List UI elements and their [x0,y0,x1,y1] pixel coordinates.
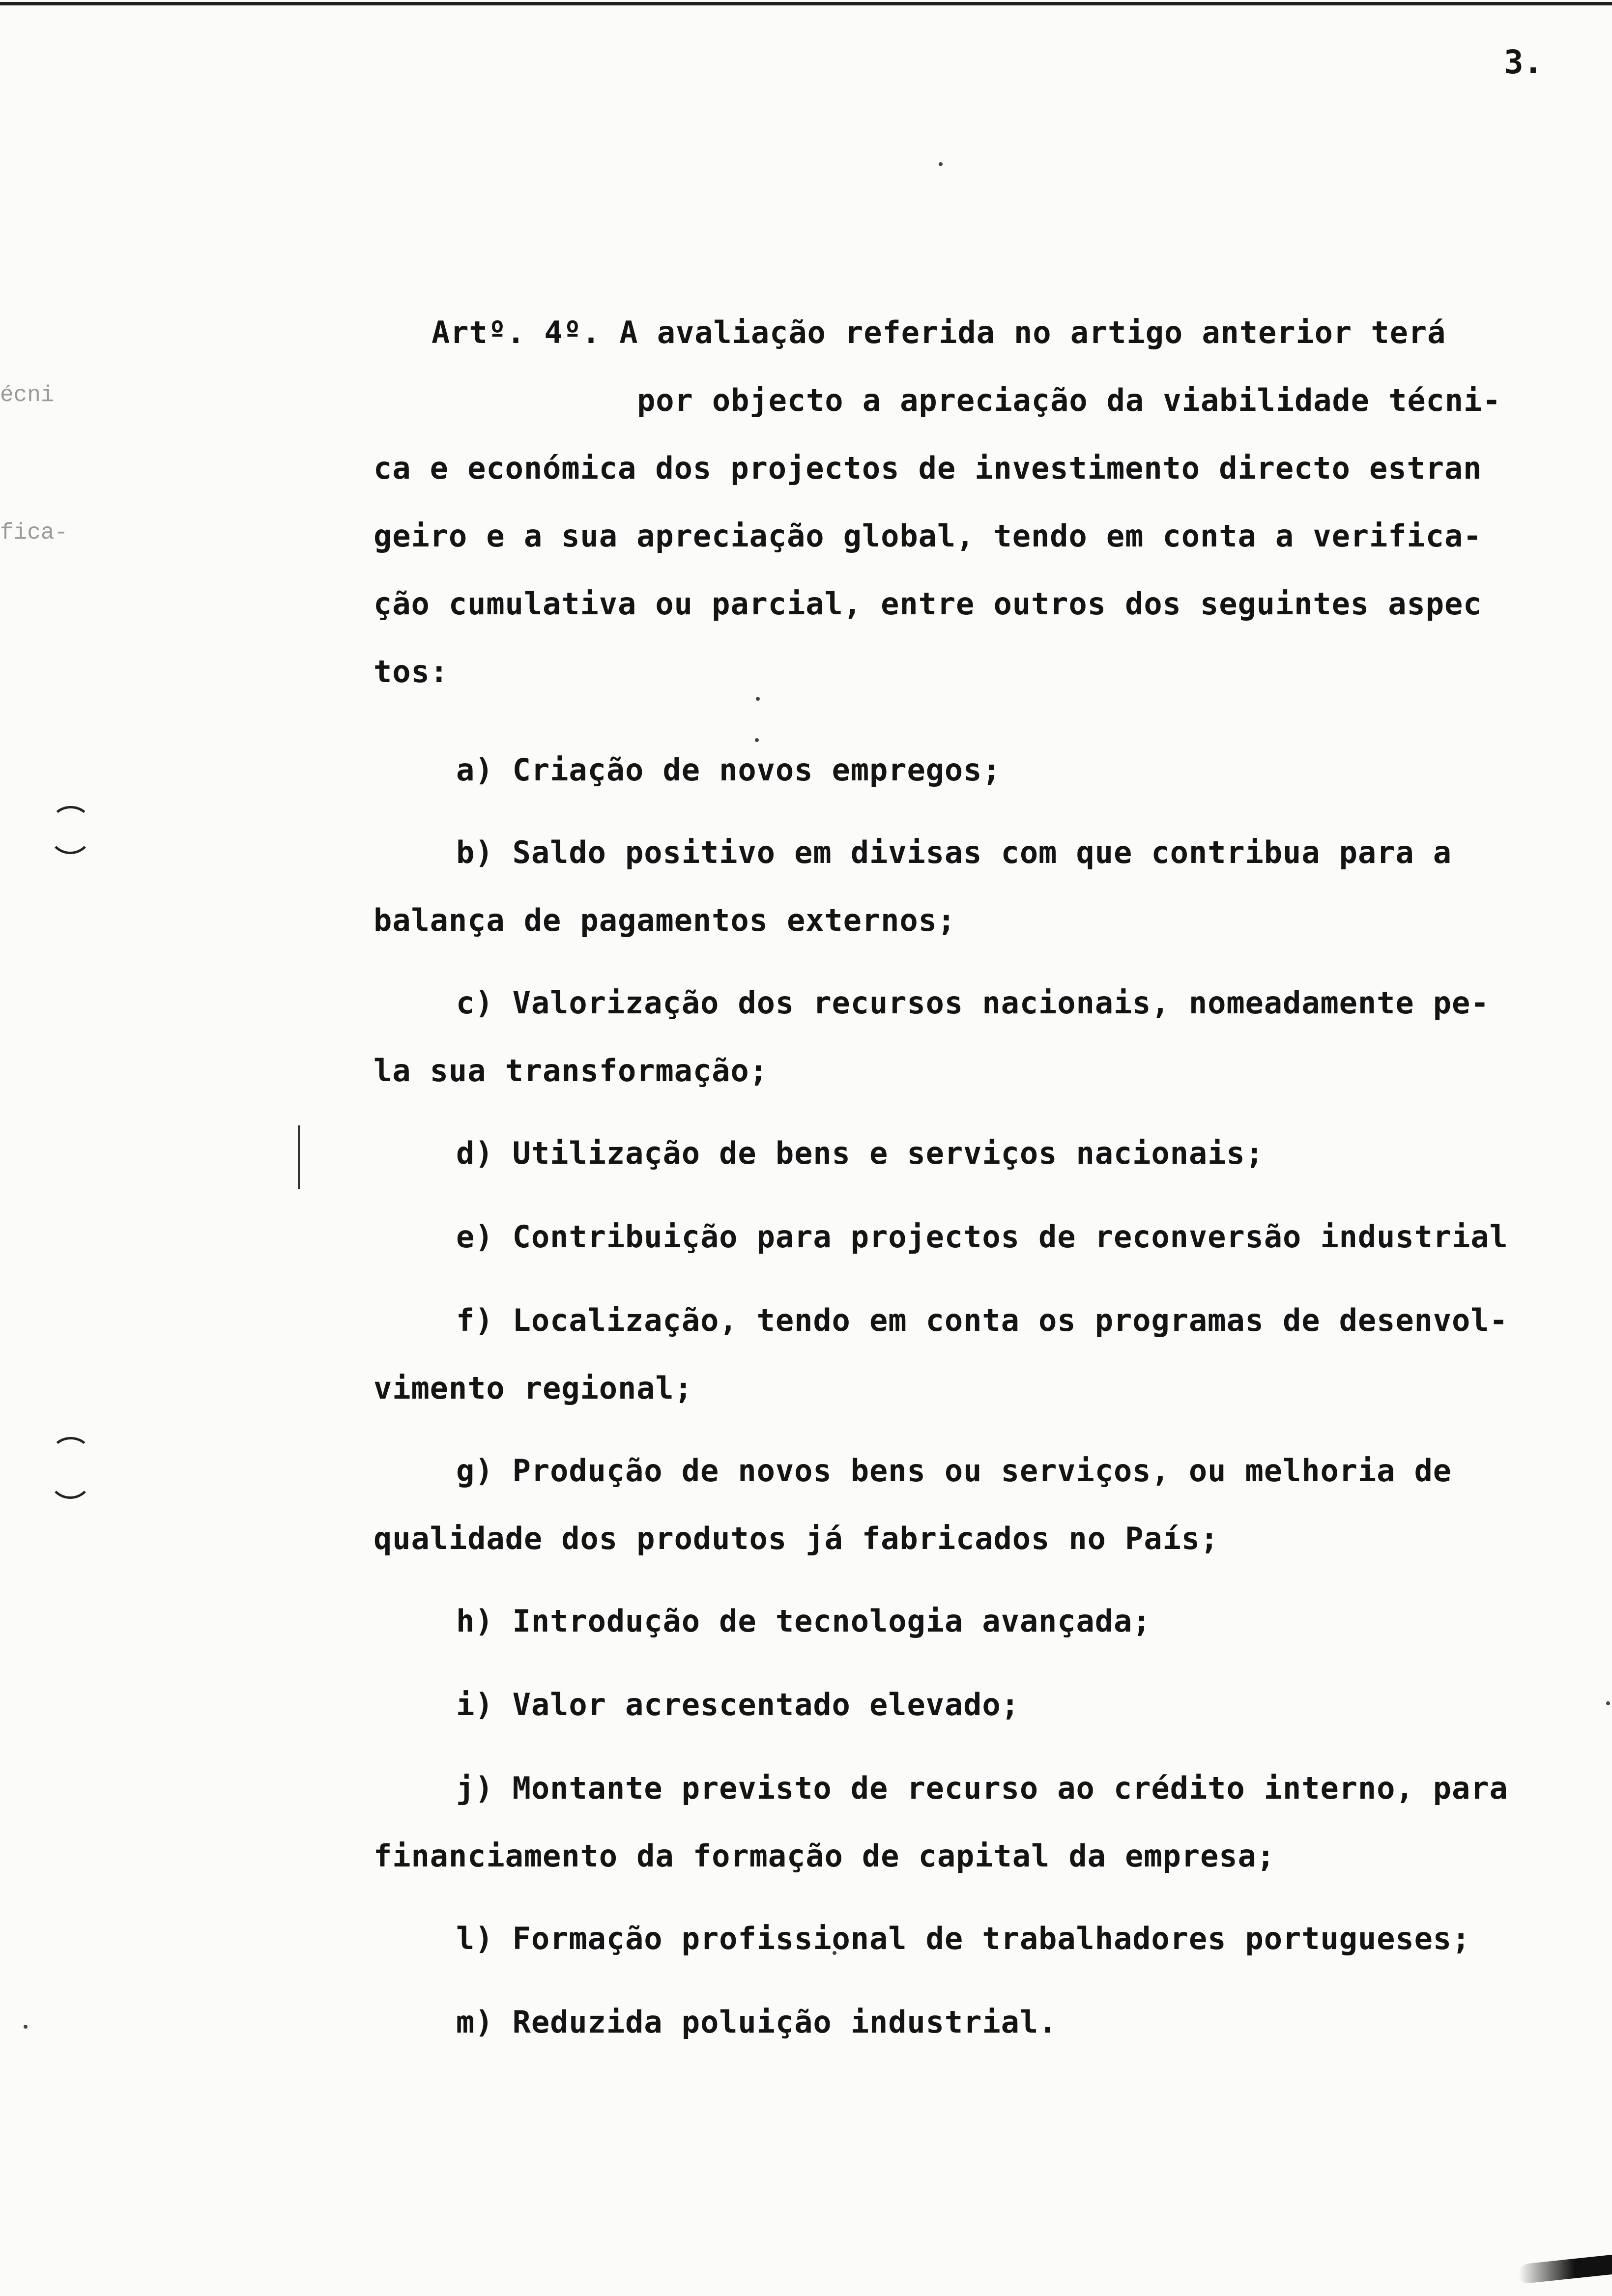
speck [1606,1701,1610,1705]
speck [939,162,943,166]
list-item-i: i) Valor acrescentado elevado; [456,1687,1020,1722]
margin-rule [298,1125,300,1189]
list-item-f: f) Localização, tendo em conta os programas de desenvol- [456,1302,1508,1338]
margin-fragment: fica- [0,520,68,545]
article-line: ção cumulativa ou parcial, entre outros dos seguintes aspec [374,586,1482,622]
speck [24,2025,28,2029]
punch-hole-mark [51,1437,90,1469]
punch-hole-mark [51,806,90,838]
list-item-j-cont: financiamento da formação de capital da empresa; [374,1838,1275,1874]
list-item-g-cont: qualidade dos produtos já fabricados no País; [374,1521,1219,1556]
list-item-j: j) Montante previsto de recurso ao crédito interno, para [456,1770,1508,1806]
list-item-e: e) Contribuição para projectos de reconversão industrial [456,1219,1508,1255]
speck [755,738,759,742]
top-edge-line [0,2,1612,5]
list-item-c: c) Valorização dos recursos nacionais, nomeadamente pe- [456,985,1490,1021]
list-item-c-cont: la sua transformação; [374,1053,768,1089]
speck [756,697,760,701]
article-line: tos: [374,654,449,689]
margin-fragment: écni [0,382,55,408]
article-line: por objecto a apreciação da viabilidade técni- [637,382,1501,418]
list-item-h: h) Introdução de tecnologia avançada; [456,1603,1151,1639]
article-line: ca e económica dos projectos de investimento directo estran [374,450,1482,486]
article-line: geiro e a sua apreciação global, tendo em conta a verifica- [374,518,1482,554]
list-item-l: l) Formação profissional de trabalhadores portugueses; [456,1921,1471,1956]
list-item-a: a) Criação de novos empregos; [456,752,1001,788]
list-item-g: g) Produção de novos bens ou serviços, ou melhoria de [456,1453,1452,1489]
list-item-f-cont: vimento regional; [374,1370,693,1406]
list-item-m: m) Reduzida poluição industrial. [456,2004,1058,2040]
list-item-b-cont: balança de pagamentos externos; [374,902,956,938]
article-line: Artº. 4º. A avaliação referida no artigo anterior terá [432,315,1446,350]
list-item-b: b) Saldo positivo em divisas com que contribua para a [456,834,1452,870]
page-number: 3. [1504,43,1543,81]
scan-smudge [1519,2255,1612,2284]
list-item-d: d) Utilização de bens e serviços nacionais; [456,1135,1264,1171]
